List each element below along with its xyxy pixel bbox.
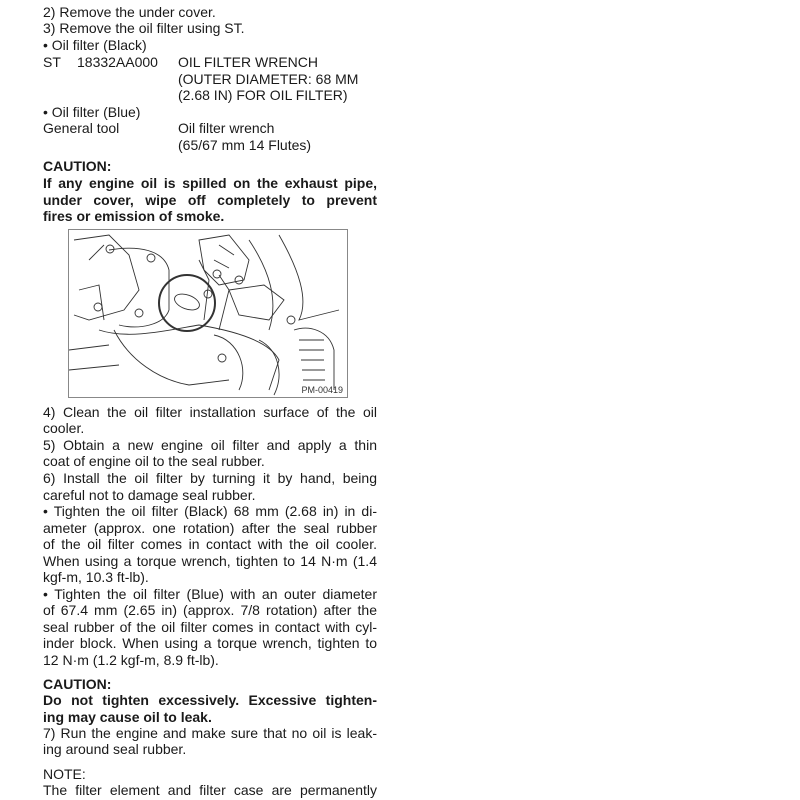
- caution-text-line: If any engine oil is spilled on the exhaust pipe,: [43, 175, 377, 191]
- tool-description-line: (2.68 IN) FOR OIL FILTER): [178, 87, 348, 103]
- caution-text-line: ing may cause oil to leak.: [43, 709, 212, 725]
- step-text-line: ameter (approx. one rotation) after the seal rubber: [43, 520, 377, 536]
- step-text-line: of the oil filter comes in contact with the oil cooler.: [43, 536, 377, 552]
- figure-label: PM-00419: [301, 385, 343, 395]
- step-text-line: 4) Clean the oil filter installation surface of the oil: [43, 404, 377, 420]
- step-text-line: When using a torque wrench, tighten to 14 N·m (1.4: [43, 553, 377, 569]
- step-text-line: kgf-m, 10.3 ft-lb).: [43, 569, 149, 585]
- tool-part-number: 18332AA000: [77, 54, 158, 70]
- tool-description-line: (65/67 mm 14 Flutes): [178, 137, 312, 153]
- caution-title: CAUTION:: [43, 158, 112, 174]
- step-text-line: inder block. When using a torque wrench, tighten to: [43, 635, 377, 651]
- note-title: NOTE:: [43, 766, 86, 782]
- caution-text-line: under cover, wipe off completely to prevent: [43, 192, 377, 208]
- step-text-line: cooler.: [43, 420, 85, 436]
- step-text-line: 12 N·m (1.2 kgf-m, 8.9 ft-lb).: [43, 652, 219, 668]
- blue-filter-bullet: • Oil filter (Blue): [43, 104, 141, 120]
- tool-type-general: General tool: [43, 120, 120, 136]
- caution-text-line: Do not tighten excessively. Excessive tighten-: [43, 692, 377, 708]
- tool-description-line: (OUTER DIAMETER: 68 MM: [178, 71, 359, 87]
- step-3: 3) Remove the oil filter using ST.: [43, 20, 245, 36]
- tool-type-st: ST: [43, 54, 61, 70]
- tool-description-line: OIL FILTER WRENCH: [178, 54, 319, 70]
- black-filter-bullet: • Oil filter (Black): [43, 37, 147, 53]
- step-text-line: coat of engine oil to the seal rubber.: [43, 453, 265, 469]
- tool-description-line: Oil filter wrench: [178, 120, 275, 136]
- step-text-line: • Tighten the oil filter (Blue) with an outer diameter: [43, 586, 377, 602]
- step-2: 2) Remove the under cover.: [43, 4, 216, 20]
- engine-drawing: [69, 230, 347, 397]
- caution-text-line: fires or emission of smoke.: [43, 208, 225, 224]
- step-7-line: 7) Run the engine and make sure that no oil is leak-: [43, 725, 377, 741]
- note-text-line: The filter element and filter case are permanently: [43, 782, 377, 798]
- step-text-line: seal rubber of the oil filter comes in contact with cyl-: [43, 619, 377, 635]
- step-text-line: 6) Install the oil filter by turning it by hand, being: [43, 470, 377, 486]
- caution-title: CAUTION:: [43, 676, 112, 692]
- step-text-line: • Tighten the oil filter (Black) 68 mm (2.68 in) in di-: [43, 503, 377, 519]
- step-text-line: 5) Obtain a new engine oil filter and apply a thin: [43, 437, 377, 453]
- oil-filter-illustration: [68, 229, 348, 398]
- step-text-line: of 67.4 mm (2.65 in) (approx. 7/8 rotation) after the: [43, 602, 377, 618]
- step-7-line: ing around seal rubber.: [43, 741, 187, 757]
- step-text-line: careful not to damage seal rubber.: [43, 487, 256, 503]
